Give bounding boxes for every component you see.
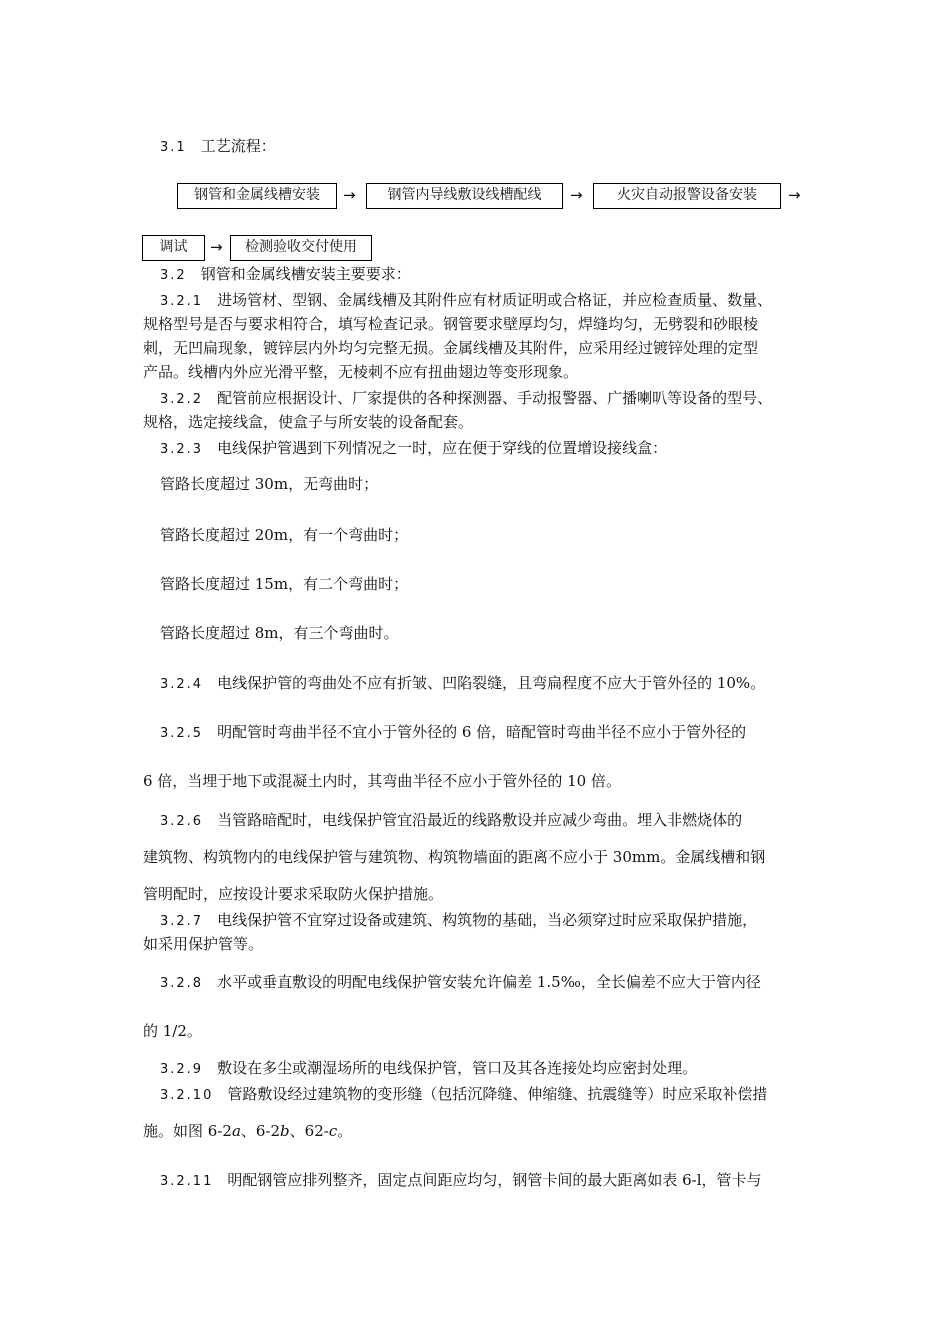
flow-arrow-icon: → bbox=[343, 186, 356, 204]
flow-step-acceptance: 检测验收交付使用 bbox=[230, 235, 372, 261]
clause-number: 3.2.2 bbox=[160, 392, 204, 407]
clause-number: 3.2.5 bbox=[160, 726, 204, 741]
clause-number: 3.2.10 bbox=[160, 1088, 214, 1103]
clause-number: 3.2.6 bbox=[160, 814, 204, 829]
figure-ref-italic: a bbox=[231, 1122, 241, 1140]
paragraph-3-2-4-line bbox=[160, 673, 765, 695]
paragraph-text: 敷设在多尘或潮湿场所的电线保护管，管口及其各连接处均应密封处理。 bbox=[217, 1059, 698, 1077]
paragraph-3-2-1-line: 规格型号是否与要求相符合，填写检查记录。钢管要求壁厚均匀，焊缝均匀，无劈裂和砂眼棱 bbox=[143, 315, 759, 333]
paragraph-3-2-2-line: 规格，选定接线盒，使盒子与所安装的设备配套。 bbox=[143, 413, 474, 431]
paragraph-3-2-6-line: 建筑物、构筑物内的电线保护管与建筑物、构筑物墙面的距离不应小于 30mm。金属线槽和钢 bbox=[143, 848, 766, 866]
paragraph-3-2-10-line bbox=[160, 1084, 767, 1106]
paragraph-3-2-5-line: 6 倍，当埋于地下或混凝土内时，其弯曲半径不应小于管外径的 10 倍。 bbox=[143, 772, 621, 790]
paragraph-3-2-11-line bbox=[160, 1170, 762, 1192]
section-number: 3.2 bbox=[160, 268, 187, 283]
paragraph-3-2-10-line bbox=[143, 1121, 352, 1141]
flow-step-wiring: 钢管内导线敷设线槽配线 bbox=[366, 183, 563, 209]
paragraph-text: 电线保护管的弯曲处不应有折皱、凹陷裂缝，且弯扁程度不应大于管外径的 10%。 bbox=[217, 674, 766, 692]
paragraph-3-2-9-line bbox=[160, 1058, 697, 1080]
list-item: 管路长度超过 8m，有三个弯曲时。 bbox=[160, 624, 399, 642]
clause-number: 3.2.11 bbox=[160, 1174, 214, 1189]
figure-ref-text: 、62- bbox=[289, 1122, 329, 1140]
figure-ref-text: 、6-2 bbox=[240, 1122, 281, 1140]
paragraph-3-2-3-line bbox=[160, 438, 667, 460]
clause-number: 3.2.1 bbox=[160, 294, 204, 309]
clause-number: 3.2.7 bbox=[160, 914, 204, 929]
figure-ref-text: 。 bbox=[337, 1122, 353, 1140]
paragraph-3-2-7-line: 如采用保护管等。 bbox=[143, 935, 264, 953]
paragraph-3-2-5-line bbox=[160, 722, 746, 744]
section-3-2-heading bbox=[160, 264, 411, 286]
paragraph-text: 明配管时弯曲半径不宜小于管外径的 6 倍，暗配管时弯曲半径不应小于管外径的 bbox=[217, 723, 747, 741]
flow-arrow-icon: → bbox=[570, 186, 583, 204]
flow-step-debug: 调试 bbox=[142, 235, 205, 261]
clause-number: 3.2.3 bbox=[160, 442, 204, 457]
section-title: 钢管和金属线槽安装主要要求： bbox=[200, 265, 411, 283]
paragraph-text: 明配钢管应排列整齐，固定点间距应均匀，钢管卡间的最大距离如表 6-l，管卡与 bbox=[227, 1171, 762, 1189]
paragraph-3-2-1-line: 产品。线槽内外应光滑平整，无棱刺不应有扭曲翅边等变形现象。 bbox=[143, 363, 579, 381]
paragraph-3-2-2-line bbox=[160, 388, 772, 410]
clause-number: 3.2.9 bbox=[160, 1062, 204, 1077]
section-title: 工艺流程： bbox=[200, 137, 276, 155]
list-item: 管路长度超过 20m，有一个弯曲时； bbox=[160, 526, 409, 544]
paragraph-3-2-8-line: 的 1/2。 bbox=[143, 1022, 202, 1040]
section-number: 3.1 bbox=[160, 140, 187, 155]
paragraph-text: 管路敷设经过建筑物的变形缝（包括沉降缝、伸缩缝、抗震缝等）时应采取补偿措 bbox=[227, 1085, 768, 1103]
paragraph-text: 电线保护管不宜穿过设备或建筑、构筑物的基础，当必须穿过时应采取保护措施， bbox=[217, 911, 758, 929]
clause-number: 3.2.4 bbox=[160, 677, 204, 692]
paragraph-3-2-7-line bbox=[160, 910, 757, 932]
clause-number: 3.2.8 bbox=[160, 976, 204, 991]
flow-arrow-icon: → bbox=[788, 186, 801, 204]
section-3-1-heading bbox=[160, 136, 276, 158]
figure-ref-text: 施。如图 6-2 bbox=[143, 1122, 232, 1140]
flow-arrow-icon: → bbox=[210, 238, 223, 256]
paragraph-3-2-1-line: 刺，无凹扁现象，镀锌层内外均匀完整无损。金属线槽及其附件，应采用经过镀锌处理的定型 bbox=[143, 339, 759, 357]
list-item: 管路长度超过 15m，有二个弯曲时； bbox=[160, 575, 409, 593]
paragraph-text: 水平或垂直敷设的明配电线保护管安装允许偏差 1.5‰，全长偏差不应大于管内径 bbox=[217, 973, 761, 991]
list-item: 管路长度超过 30m，无弯曲时； bbox=[160, 475, 379, 493]
figure-ref-italic: b bbox=[280, 1122, 290, 1140]
paragraph-3-2-1-line bbox=[160, 290, 772, 312]
flow-step-steel-pipe-install: 钢管和金属线槽安装 bbox=[177, 183, 337, 209]
paragraph-3-2-8-line bbox=[160, 972, 761, 994]
flow-step-alarm-install: 火灾自动报警设备安装 bbox=[593, 183, 781, 209]
paragraph-3-2-6-line: 管明配时，应按设计要求采取防火保护措施。 bbox=[143, 885, 444, 903]
paragraph-text: 进场管材、型钢、金属线槽及其附件应有材质证明或合格证，并应检查质量、数量、 bbox=[217, 291, 773, 309]
paragraph-text: 配管前应根据设计、厂家提供的各种探测器、手动报警器、广播喇叭等设备的型号、 bbox=[217, 389, 773, 407]
figure-ref-italic: c bbox=[328, 1122, 338, 1140]
paragraph-text: 电线保护管遇到下列情况之一时，应在便于穿线的位置增设接线盒： bbox=[217, 439, 668, 457]
paragraph-3-2-6-line bbox=[160, 810, 742, 832]
paragraph-text: 当管路暗配时，电线保护管宜沿最近的线路敷设并应减少弯曲。埋入非燃烧体的 bbox=[217, 811, 743, 829]
